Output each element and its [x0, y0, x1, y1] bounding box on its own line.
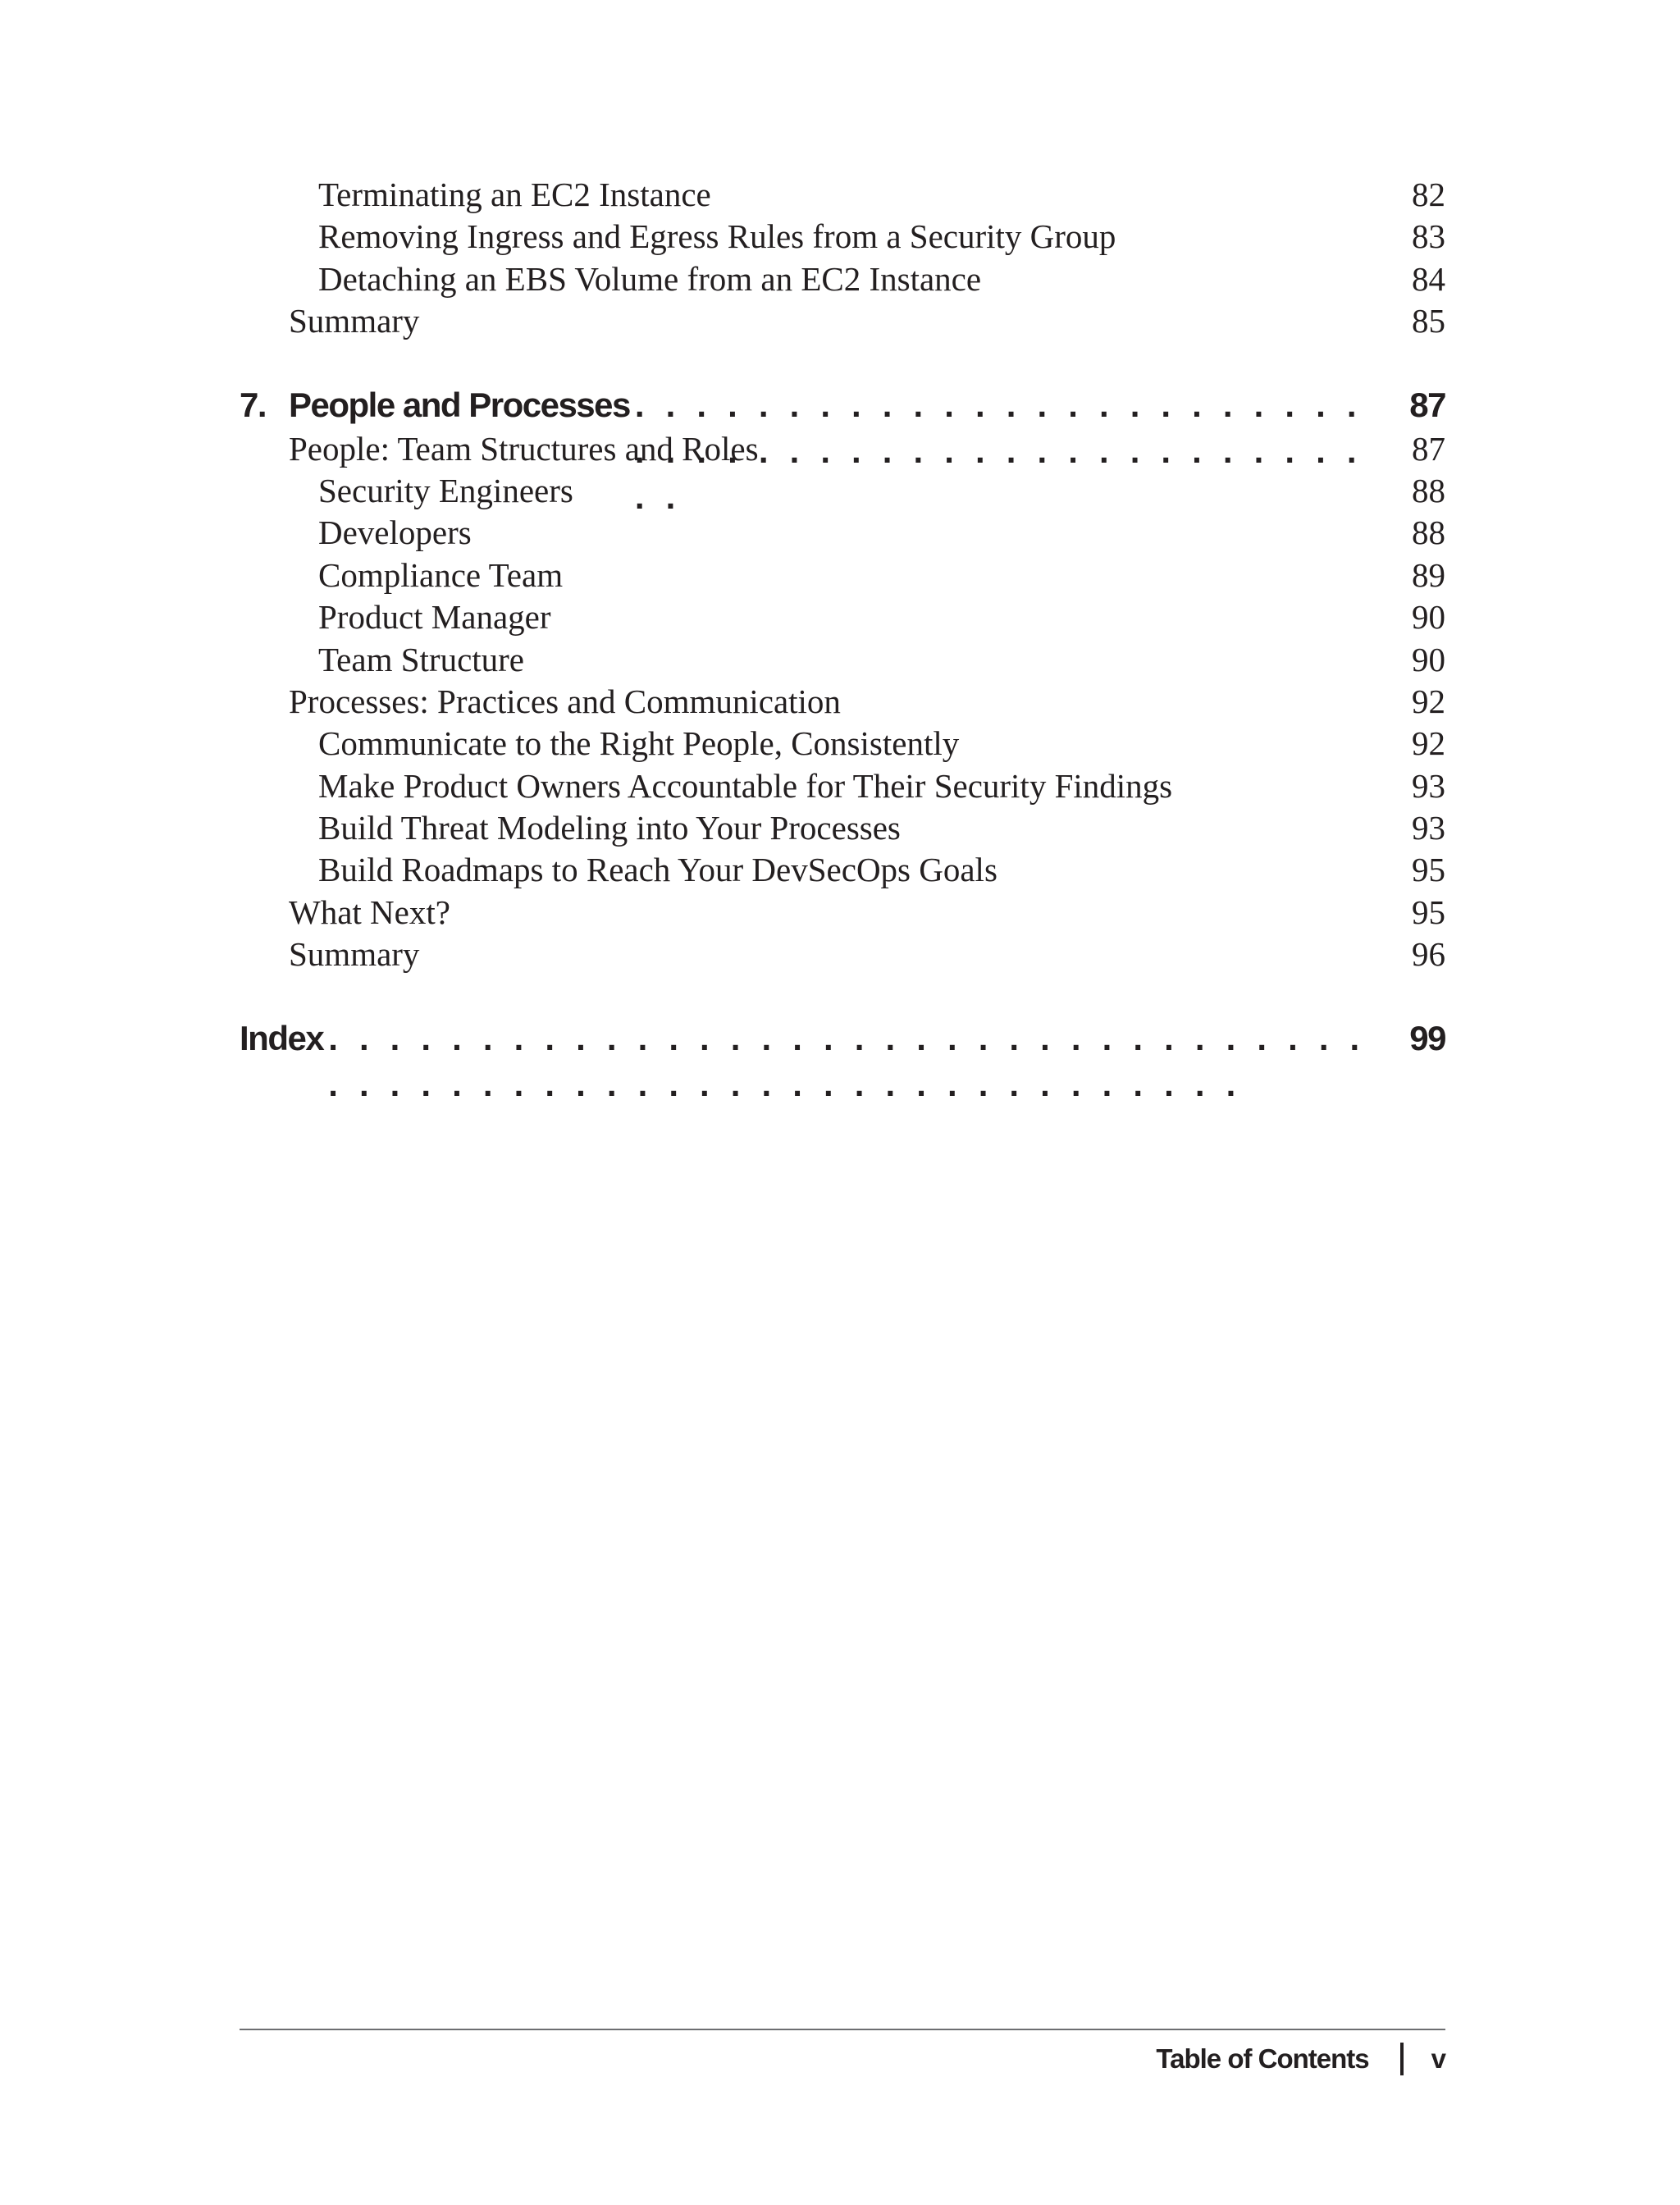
toc-entry[interactable] — [240, 555, 1445, 596]
toc-entry-page: 82 — [1412, 176, 1445, 213]
footer-divider — [240, 2029, 1445, 2030]
page-footer — [1156, 2039, 1445, 2079]
toc-entry[interactable] — [240, 639, 1445, 681]
toc-entry[interactable] — [240, 807, 1445, 849]
toc-entry-title: What Next? — [289, 892, 450, 931]
toc-entry-page: 93 — [1412, 766, 1445, 805]
toc-entry-page: 83 — [1412, 217, 1445, 256]
toc-entry[interactable] — [240, 258, 1445, 300]
footer-section-title: Table of Contents — [1156, 2043, 1369, 2074]
toc-entry[interactable] — [240, 512, 1445, 554]
toc-entry[interactable] — [240, 470, 1445, 512]
toc-entry-page: 84 — [1412, 259, 1445, 298]
toc-entry-page: 90 — [1412, 598, 1445, 637]
toc-entry[interactable] — [240, 723, 1445, 765]
toc-entry-title: Summary — [289, 935, 420, 974]
toc-entry-title: Summary — [289, 302, 420, 340]
toc-entry[interactable] — [240, 849, 1445, 891]
toc-entry-title: Developers — [318, 514, 472, 552]
toc-block-b — [240, 428, 1445, 976]
toc-entry-title: Security Engineers — [318, 471, 573, 509]
toc-entry-page: 95 — [1412, 892, 1445, 931]
toc-block-a — [240, 174, 1445, 343]
toc-entry-page: 92 — [1412, 724, 1445, 763]
toc-entry[interactable] — [240, 300, 1445, 342]
toc-entry-page: 88 — [1412, 514, 1445, 552]
toc-entry-page: 92 — [1412, 682, 1445, 720]
toc-entry-page: 88 — [1412, 471, 1445, 509]
toc-entry-title: Detaching an EBS Volume from an EC2 Instance — [318, 259, 982, 298]
footer-page-number: v — [1431, 2043, 1445, 2074]
toc-entry[interactable] — [240, 765, 1445, 807]
chapter-number: 7. — [240, 385, 267, 424]
footer-separator — [1400, 2043, 1404, 2075]
toc-entry-page: 93 — [1412, 809, 1445, 847]
toc-entry[interactable] — [240, 174, 1445, 216]
toc-entry[interactable] — [240, 216, 1445, 258]
toc-entry-title: Compliance Team — [318, 555, 564, 594]
toc-entry[interactable] — [240, 596, 1445, 638]
toc-entry-page: 89 — [1412, 555, 1445, 594]
toc-entry[interactable] — [240, 934, 1445, 975]
index-page: 99 — [1409, 1018, 1445, 1057]
toc-entry-title: Team Structure — [318, 640, 525, 678]
dot-leader: . . . . . . . . . . . . . . . . . . . . . . . . . . . . . . . . . . . . . . . . . . . . . . . . . . . . . . . . . . . . . . . . — [328, 1018, 1366, 1103]
chapter-title: People and Processes — [289, 385, 630, 424]
toc-entry-title: Build Threat Modeling into Your Processes — [318, 809, 901, 847]
toc-entry-title: Removing Ingress and Egress Rules from a Security Group — [318, 217, 1116, 256]
toc-entry-title: Build Roadmaps to Reach Your DevSecOps Goals — [318, 851, 998, 889]
toc-entry[interactable] — [240, 428, 1445, 470]
toc-entry[interactable] — [240, 681, 1445, 723]
toc-entry-title: Product Manager — [318, 598, 551, 637]
index-title: Index — [240, 1018, 324, 1057]
index-heading[interactable] — [240, 1016, 1445, 1103]
toc-entry-title: Terminating an EC2 Instance — [318, 176, 711, 213]
toc-entry-title: Processes: Practices and Communication — [289, 682, 841, 720]
toc-entry[interactable] — [240, 892, 1445, 934]
toc-entry-page: 95 — [1412, 851, 1445, 889]
toc-entry-title: People: Team Structures and Roles — [289, 429, 759, 468]
chapter-page: 87 — [1409, 385, 1445, 424]
toc-entry-title: Make Product Owners Accountable for Their Security Findings — [318, 766, 1173, 805]
toc-entry-page: 90 — [1412, 640, 1445, 678]
toc-entry-page: 96 — [1412, 935, 1445, 974]
dot-leader: . . . . . . . . . . . . . . . . . . . . . . . . . . . . . . . . . . . . . . . . . . . . . . . . . . — [634, 385, 1363, 516]
toc-entry-page: 85 — [1412, 302, 1445, 340]
toc-entry-title: Communicate to the Right People, Consistently — [318, 724, 960, 763]
table-of-contents — [240, 174, 1445, 1103]
toc-entry-page: 87 — [1412, 429, 1445, 468]
